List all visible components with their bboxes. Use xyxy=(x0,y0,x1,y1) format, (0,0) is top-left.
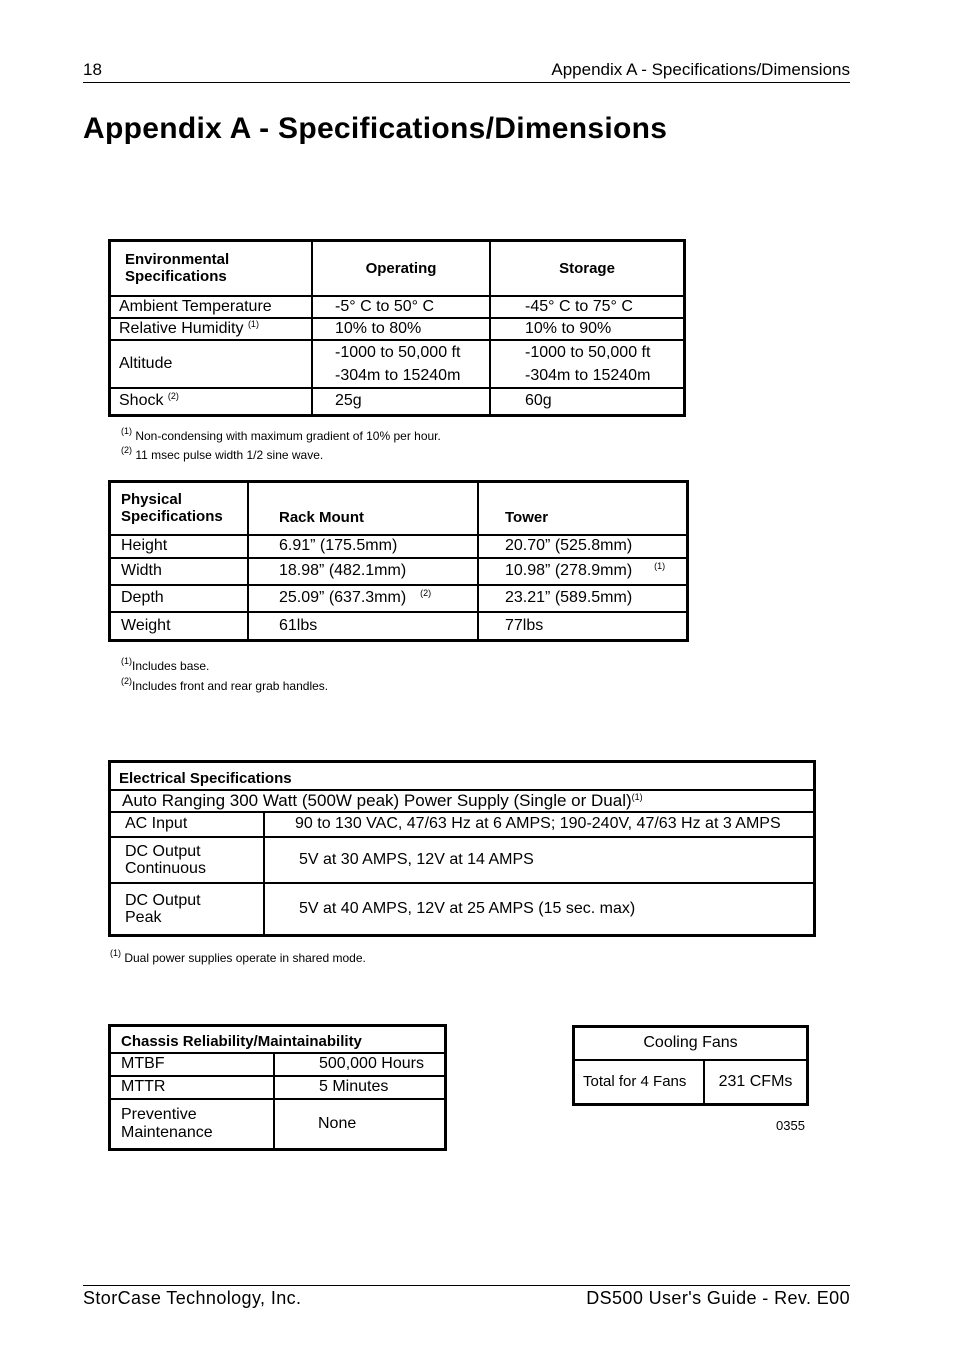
table-header-row xyxy=(110,1026,446,1053)
header-cell: Operating xyxy=(312,241,490,296)
table-row xyxy=(110,558,688,585)
row-label: Ambient Temperature xyxy=(110,296,313,318)
rack-cell: 25.09” (637.3mm) $^{(2)}$ xyxy=(248,585,478,612)
page-number: 18 xyxy=(83,60,102,79)
table-row xyxy=(110,535,688,558)
running-header: Appendix A - Specifications/Dimensions xyxy=(551,60,850,79)
rack-cell: 18.98” (482.1mm) xyxy=(248,558,478,585)
row-value: None xyxy=(274,1099,446,1150)
footnote: $^{(1)}$ Dual power supplies operate in shared mode. xyxy=(110,948,366,965)
table-row xyxy=(574,1060,808,1105)
row-value: 5V at 30 AMPS, 12V at 14 AMPS xyxy=(264,837,815,883)
rack-cell: 61lbs xyxy=(248,612,478,641)
tower-cell: 77lbs xyxy=(478,612,688,641)
table-row xyxy=(110,883,815,936)
storage-cell: -1000 to 50,000 ft -304m to 15240m xyxy=(490,340,685,388)
row-label: Width xyxy=(110,558,249,585)
figure-code: 0355 xyxy=(776,1118,805,1133)
footnote-mark: (1) xyxy=(654,561,666,571)
table-row xyxy=(110,388,685,416)
table-row xyxy=(110,1099,446,1150)
footnote: $^{(2)}$ 11 msec pulse width 1/2 sine wave. xyxy=(121,445,324,462)
table-row xyxy=(110,296,685,318)
table-row xyxy=(110,340,685,388)
physical-specs-table xyxy=(108,480,689,642)
page-title: Appendix A - Specifications/Dimensions xyxy=(83,112,668,145)
tower-cell: 23.21” (589.5mm) xyxy=(478,585,688,612)
header-cell: Rack Mount xyxy=(248,482,478,535)
table-subtitle-row xyxy=(110,790,815,812)
footer-company: StorCase Technology, Inc. xyxy=(83,1288,302,1308)
cooling-title: Cooling Fans xyxy=(574,1027,808,1060)
table-header-row xyxy=(110,482,688,535)
table-row xyxy=(110,837,815,883)
operating-cell: -1000 to 50,000 ft -304m to 15240m xyxy=(312,340,490,388)
table-row xyxy=(110,1076,446,1099)
table-row xyxy=(110,612,688,641)
electrical-subtitle: Auto Ranging 300 Watt (500W peak) Power Supply (Single or Dual)$^{(1)}$ xyxy=(110,790,815,812)
row-value: 5 Minutes xyxy=(274,1076,446,1099)
row-value: 231 CFMs xyxy=(704,1060,808,1105)
rack-cell: 6.91” (175.5mm) xyxy=(248,535,478,558)
footnote-mark: (1) xyxy=(631,791,643,802)
table-header-row xyxy=(110,762,815,790)
cooling-fans-table xyxy=(572,1025,809,1106)
row-value: 500,000 Hours xyxy=(274,1053,446,1076)
header-cell: Environmental Specifications xyxy=(110,241,313,296)
electrical-specs-table xyxy=(108,760,816,937)
footnote: $^{(1)}$ Non-condensing with maximum gradient of 10% per hour. xyxy=(121,426,441,443)
operating-cell: -5° C to 50° C xyxy=(312,296,490,318)
footer-rule xyxy=(83,1285,850,1286)
electrical-title: Electrical Specifications xyxy=(110,762,815,790)
row-label: Total for 4 Fans xyxy=(574,1060,705,1105)
chassis-table xyxy=(108,1024,447,1151)
row-label: MTTR xyxy=(110,1076,275,1099)
row-label: Depth xyxy=(110,585,249,612)
tower-cell: 10.98” (278.9mm) $^{(1)}$ xyxy=(478,558,688,585)
footnote-mark: (2) xyxy=(167,391,179,402)
table-header-row xyxy=(110,241,685,296)
row-label: DC Output Continuous xyxy=(110,837,265,883)
header-cell: Storage xyxy=(490,241,685,296)
row-label: Preventive Maintenance xyxy=(110,1099,275,1150)
row-value: 5V at 40 AMPS, 12V at 25 AMPS (15 sec. max) xyxy=(264,883,815,936)
chassis-title: Chassis Reliability/Maintainability xyxy=(110,1026,446,1053)
storage-cell: -45° C to 75° C xyxy=(490,296,685,318)
footnote: $^{(1)}$Includes base. xyxy=(121,656,210,673)
table-row xyxy=(110,585,688,612)
row-label: Height xyxy=(110,535,249,558)
row-label: Shock $^{(2)}$ xyxy=(110,388,313,416)
row-label: Altitude xyxy=(110,340,313,388)
table-row xyxy=(110,812,815,837)
footnote-mark: (1) xyxy=(247,318,259,329)
row-label: MTBF xyxy=(110,1053,275,1076)
header-cell: Physical Specifications xyxy=(110,482,249,535)
header-cell: Tower xyxy=(478,482,688,535)
row-label: AC Input xyxy=(110,812,265,837)
row-value: 90 to 130 VAC, 47/63 Hz at 6 AMPS; 190-240V, 47/63 Hz at 3 AMPS xyxy=(264,812,815,837)
storage-cell: 60g xyxy=(490,388,685,416)
operating-cell: 25g xyxy=(312,388,490,416)
storage-cell: 10% to 90% xyxy=(490,318,685,340)
operating-cell: 10% to 80% xyxy=(312,318,490,340)
table-header-row xyxy=(574,1027,808,1060)
footnote: $^{(2)}$Includes front and rear grab handles. xyxy=(121,676,329,693)
header-rule xyxy=(83,82,850,83)
table-row xyxy=(110,1053,446,1076)
environmental-specs-table xyxy=(108,239,686,417)
row-label: Weight xyxy=(110,612,249,641)
table-row xyxy=(110,318,685,340)
footnote-mark: (2) xyxy=(420,588,432,598)
footer-guide: DS500 User's Guide - Rev. E00 xyxy=(586,1288,850,1308)
row-label: DC Output Peak xyxy=(110,883,265,936)
row-label: Relative Humidity $^{(1)}$ xyxy=(110,318,313,340)
tower-cell: 20.70” (525.8mm) xyxy=(478,535,688,558)
